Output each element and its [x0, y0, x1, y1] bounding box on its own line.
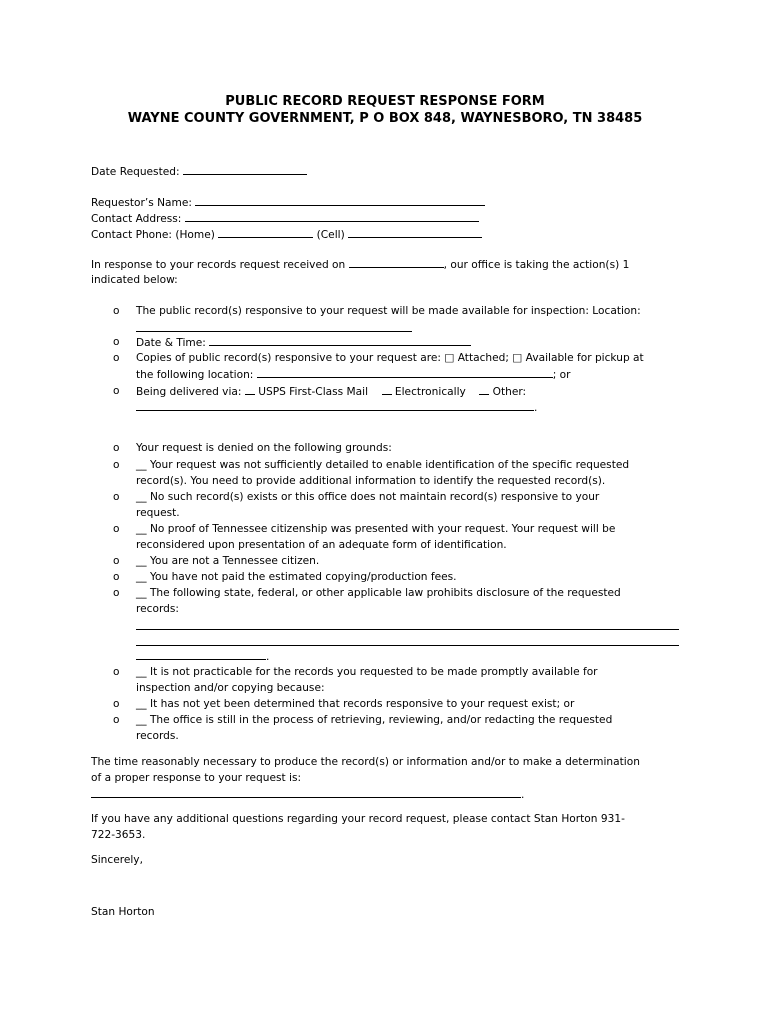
requestor-name-row: [91, 196, 485, 209]
bullet: o: [113, 352, 120, 364]
intro-line-2: indicated below:: [91, 274, 178, 286]
datetime-blank[interactable]: [209, 336, 471, 346]
received-date-blank[interactable]: [349, 258, 444, 268]
other-option: Other:: [492, 386, 527, 398]
other-blank[interactable]: [479, 385, 489, 395]
bullet: o: [113, 336, 120, 348]
delivery-label: Being delivered via:: [136, 386, 242, 398]
phone-cell-label: (Cell): [316, 229, 345, 241]
bullet: o: [113, 523, 120, 535]
datetime-row: [136, 336, 471, 349]
bullet: o: [113, 714, 120, 726]
bullet: o: [113, 698, 120, 710]
closing: Sincerely,: [91, 854, 143, 866]
copies-location-label: the following location:: [136, 369, 254, 381]
usps-option: USPS First-Class Mail: [258, 386, 369, 398]
contact-address-blank[interactable]: [185, 212, 479, 222]
phone-cell-blank[interactable]: [348, 228, 482, 238]
contact-address-row: [91, 212, 479, 225]
date-requested-blank[interactable]: [183, 165, 307, 175]
intro-text-b: , our office is taking the action(s) 1: [443, 259, 630, 271]
delivery-row: [136, 385, 526, 398]
electronic-option: Electronically: [394, 386, 466, 398]
impracticable-not-determined: __ It has not yet been determined that records responsive to your request exist; or: [136, 698, 575, 710]
copies-text: Copies of public record(s) responsive to your request are: □ Attached; □ Available for pickup at: [136, 352, 644, 364]
law-details-blank-1[interactable]: [136, 629, 679, 630]
bullet: o: [113, 666, 120, 678]
copies-or: ; or: [552, 369, 571, 381]
usps-blank[interactable]: [245, 385, 255, 395]
bullet: o: [113, 442, 120, 454]
contact-line-1: If you have any additional questions regarding your record request, please contact Stan Horton 931-: [91, 813, 625, 825]
contact-address-label: Contact Address:: [91, 213, 182, 225]
law-details-blank-3[interactable]: [136, 650, 266, 660]
requestor-name-label: Requestor’s Name:: [91, 197, 192, 209]
time-blank-row: [91, 788, 524, 801]
denied-law-1: __ The following state, federal, or other applicable law prohibits disclosure of the requested: [136, 587, 621, 599]
intro-line-1: [91, 258, 629, 271]
date-requested-row: [91, 165, 307, 178]
bullet: o: [113, 555, 120, 567]
time-line-2: of a proper response to your request is:: [91, 772, 302, 784]
denied-heading: Your request is denied on the following grounds:: [136, 442, 392, 454]
law-details-row-3: [136, 650, 269, 663]
requestor-name-blank[interactable]: [195, 196, 485, 206]
copies-location-row: [136, 368, 571, 381]
bullet: o: [113, 571, 120, 583]
bullet: o: [113, 385, 120, 397]
location-blank[interactable]: [136, 331, 412, 332]
copies-location-blank[interactable]: [257, 368, 553, 378]
time-line-1: The time reasonably necessary to produce the record(s) or information and/or to make a determination: [91, 756, 640, 768]
other-line-row: [136, 401, 537, 414]
denied-not-citizen: __ You are not a Tennessee citizen.: [136, 555, 320, 567]
bullet: o: [113, 587, 120, 599]
bullet: o: [113, 491, 120, 503]
denied-insufficient-2: record(s). You need to provide additional information to identify the requested record(s).: [136, 475, 606, 487]
form-subtitle: WAYNE COUNTY GOVERNMENT, P O BOX 848, WAYNESBORO, TN 38485: [127, 111, 643, 126]
other-details-blank[interactable]: [136, 401, 534, 411]
phone-home-blank[interactable]: [218, 228, 313, 238]
form-title: PUBLIC RECORD REQUEST RESPONSE FORM: [225, 94, 545, 109]
impracticable-retrieving-1: __ The office is still in the process of retrieving, reviewing, and/or redacting the requested: [136, 714, 613, 726]
electronic-blank[interactable]: [382, 385, 392, 395]
law-details-blank-2[interactable]: [136, 645, 679, 646]
denied-law-2: records:: [136, 603, 179, 615]
denied-no-proof-2: reconsidered upon presentation of an adequate form of identification.: [136, 539, 507, 551]
phone-home-label: Contact Phone: (Home): [91, 229, 215, 241]
time-blank[interactable]: [91, 788, 521, 798]
period: .: [521, 789, 525, 801]
impracticable-2: inspection and/or copying because:: [136, 682, 325, 694]
denied-not-paid: __ You have not paid the estimated copying/production fees.: [136, 571, 457, 583]
impracticable-1: __ It is not practicable for the records you requested to be made promptly available for: [136, 666, 598, 678]
denied-no-proof-1: __ No proof of Tennessee citizenship was presented with your request. Your request will be: [136, 523, 616, 535]
denied-no-records-2: request.: [136, 507, 180, 519]
bullet: o: [113, 305, 120, 317]
impracticable-retrieving-2: records.: [136, 730, 179, 742]
intro-text-a: In response to your records request received on: [91, 259, 346, 271]
contact-line-2: 722-3653.: [91, 829, 146, 841]
date-requested-label: Date Requested:: [91, 166, 180, 178]
period: .: [266, 651, 270, 663]
signature-name: Stan Horton: [91, 906, 155, 918]
inspection-text: The public record(s) responsive to your request will be made available for inspection: Location:: [136, 305, 641, 317]
period: .: [534, 402, 538, 414]
bullet: o: [113, 459, 120, 471]
contact-phone-row: [91, 228, 482, 241]
denied-insufficient-1: __ Your request was not sufficiently detailed to enable identification of the specific requested: [136, 459, 630, 471]
datetime-label: Date & Time:: [136, 337, 206, 349]
denied-no-records-1: __ No such record(s) exists or this office does not maintain record(s) responsive to your: [136, 491, 600, 503]
